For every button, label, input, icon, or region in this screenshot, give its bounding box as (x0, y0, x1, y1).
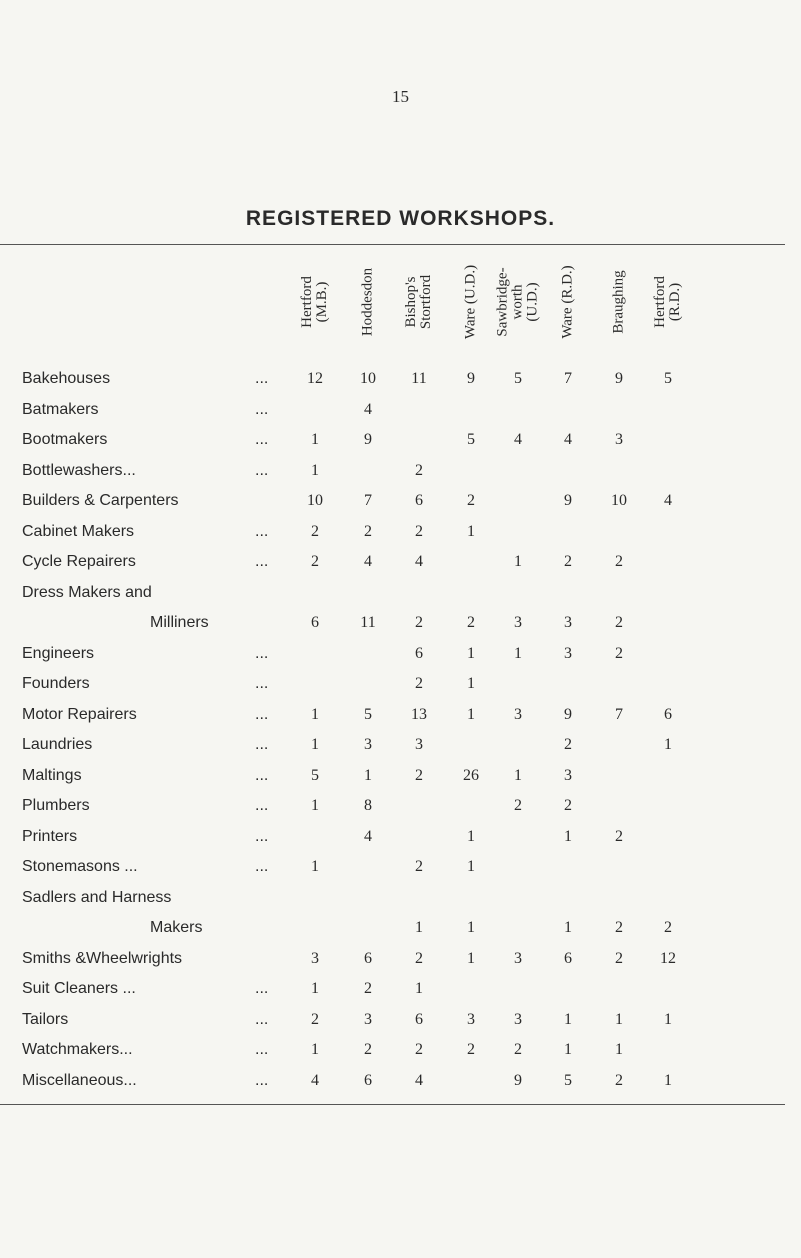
table-cell: 6 (415, 492, 423, 509)
table-cell: 1 (564, 1041, 572, 1058)
table-cell: 6 (364, 949, 372, 967)
table-cell: 1 (664, 736, 672, 753)
table-cell: 2 (364, 522, 372, 540)
table-cell: 26 (463, 766, 479, 784)
row-leader-dots: ... (255, 400, 269, 418)
row-leader-dots: ... (255, 1010, 269, 1028)
column-header-ware-ud (456, 248, 486, 356)
table-cell: 2 (364, 1041, 372, 1058)
table-cell: 5 (664, 370, 672, 387)
row-leader-dots: ... (255, 980, 269, 997)
table-cell: 9 (564, 705, 572, 723)
column-header-bishops-stortford (404, 248, 434, 356)
row-leader-dots: ... (255, 705, 269, 723)
table-cell: 2 (615, 553, 623, 570)
row-label: Stonemasons ... (22, 858, 138, 875)
table-cell: 10 (307, 492, 323, 509)
table-cell: 4 (514, 431, 522, 448)
table-cell: 10 (611, 492, 627, 509)
row-label: Plumbers (22, 797, 90, 814)
row-label: Engineers (22, 644, 95, 662)
row-label: Bootmakers (22, 431, 108, 448)
table-cell: 11 (360, 614, 376, 631)
table-cell: 3 (564, 614, 572, 631)
table-cell: 2 (615, 644, 623, 662)
table-cell: 9 (467, 370, 475, 387)
page-number: 15 (392, 87, 409, 106)
column-header-label: Hoddesdon (359, 267, 376, 337)
table-cell: 3 (364, 1010, 372, 1028)
table-cell: 13 (411, 705, 427, 723)
table-cell: 1 (467, 949, 475, 967)
table-cell: 3 (564, 644, 572, 662)
column-header-label: Ware (R.D.) (559, 265, 576, 339)
row-label: Makers (150, 919, 203, 936)
table-cell: 2 (564, 797, 572, 814)
table-cell: 1 (514, 766, 522, 784)
table-cell: 2 (615, 1071, 623, 1089)
table-cell: 3 (615, 431, 623, 448)
row-label: Bottlewashers... (22, 461, 136, 479)
column-header-ware-rd (553, 248, 583, 356)
table-cell: 2 (415, 614, 423, 631)
table-cell: 1 (664, 1010, 672, 1028)
table-cell: 2 (615, 919, 623, 936)
table-cell: 2 (564, 553, 572, 570)
table-cell: 12 (660, 949, 676, 967)
row-leader-dots: ... (255, 736, 269, 753)
row-label: Maltings (22, 766, 82, 784)
table-cell: 1 (514, 553, 522, 570)
table-cell: 9 (564, 492, 572, 509)
row-label: Bakehouses (22, 370, 111, 387)
table-cell: 6 (311, 614, 319, 631)
table-cell: 1 (311, 461, 319, 479)
table-cell: 3 (467, 1010, 475, 1028)
table-cell: 8 (364, 797, 372, 814)
column-header-label: Hertford (M.B.) (299, 276, 330, 328)
table-cell: 1 (467, 919, 475, 936)
table-cell: 1 (467, 858, 475, 875)
table-cell: 1 (311, 705, 319, 723)
table-cell: 1 (467, 705, 475, 723)
column-header-sawbridgeworth-ud (494, 248, 541, 356)
row-label: Builders & Carpenters (22, 492, 179, 509)
row-label: Founders (22, 675, 90, 692)
table-cell: 6 (415, 644, 423, 662)
column-header-hertford-mb (300, 248, 330, 356)
row-label: Dress Makers and (22, 583, 152, 601)
table-cell: 1 (415, 919, 423, 936)
row-label: Sadlers and Harness (22, 888, 172, 906)
row-leader-dots: ... (255, 644, 269, 662)
table-cell: 1 (467, 827, 475, 845)
column-header-hertford-rd (653, 248, 683, 356)
row-label: Miscellaneous... (22, 1071, 137, 1089)
column-header-label: Hertford (R.D.) (652, 276, 683, 328)
row-label: Motor Repairers (22, 705, 137, 723)
table-cell: 4 (664, 492, 672, 509)
table-cell: 2 (467, 492, 475, 509)
row-leader-dots: ... (255, 858, 269, 875)
table-cell: 11 (411, 370, 427, 387)
row-leader-dots: ... (255, 1071, 269, 1089)
table-cell: 9 (615, 370, 623, 387)
table-cell: 6 (564, 949, 572, 967)
table-cell: 5 (467, 431, 475, 448)
table-cell: 2 (564, 736, 572, 753)
table-cell: 5 (564, 1071, 572, 1089)
table-cell: 2 (467, 614, 475, 631)
top-rule (0, 244, 785, 245)
table-cell: 2 (615, 614, 623, 631)
table-cell: 1 (664, 1071, 672, 1089)
table-cell: 3 (415, 736, 423, 753)
row-leader-dots: ... (255, 431, 269, 448)
row-label: Smiths &Wheelwrights (22, 949, 183, 967)
table-cell: 4 (364, 827, 372, 845)
row-label: Cabinet Makers (22, 522, 135, 540)
table-cell: 1 (564, 919, 572, 936)
table-cell: 3 (514, 1010, 522, 1028)
row-leader-dots: ... (255, 461, 269, 479)
row-leader-dots: ... (255, 827, 269, 845)
table-cell: 9 (364, 431, 372, 448)
column-header-label: Sawbridge- worth (U.D.) (494, 267, 541, 337)
table-cell: 2 (514, 1041, 522, 1058)
table-cell: 4 (364, 400, 372, 418)
row-label: Milliners (150, 614, 209, 631)
table-cell: 1 (311, 1041, 319, 1058)
row-leader-dots: ... (255, 553, 269, 570)
column-header-label: Braughing (610, 270, 627, 334)
row-label: Tailors (22, 1010, 69, 1028)
table-cell: 2 (514, 797, 522, 814)
table-cell: 1 (311, 431, 319, 448)
table-cell: 1 (364, 766, 372, 784)
table-cell: 4 (311, 1071, 319, 1089)
table-cell: 1 (311, 980, 319, 997)
column-header-label: Ware (U.D.) (462, 264, 479, 340)
table-cell: 2 (415, 1041, 423, 1058)
table-cell: 6 (415, 1010, 423, 1028)
table-cell: 4 (564, 431, 572, 448)
row-label: Printers (22, 827, 78, 845)
table-cell: 4 (364, 553, 372, 570)
table-cell: 2 (615, 949, 623, 967)
table-cell: 2 (415, 949, 423, 967)
table-cell: 5 (364, 705, 372, 723)
table-cell: 1 (564, 827, 572, 845)
table-cell: 2 (311, 1010, 319, 1028)
table-cell: 3 (364, 736, 372, 753)
table-cell: 2 (467, 1041, 475, 1058)
row-leader-dots: ... (255, 675, 269, 692)
table-cell: 3 (311, 949, 319, 967)
table-cell: 6 (364, 1071, 372, 1089)
row-leader-dots: ... (255, 1041, 269, 1058)
row-label: Suit Cleaners ... (22, 980, 136, 997)
table-cell: 1 (311, 858, 319, 875)
table-cell: 12 (307, 370, 323, 387)
table-cell: 1 (615, 1010, 623, 1028)
table-cell: 5 (311, 766, 319, 784)
table-cell: 1 (467, 522, 475, 540)
table-cell: 2 (415, 675, 423, 692)
row-label: Cycle Repairers (22, 553, 136, 570)
table-cell: 4 (415, 1071, 423, 1089)
table-cell: 1 (467, 644, 475, 662)
table-cell: 5 (514, 370, 522, 387)
table-cell: 2 (415, 522, 423, 540)
row-label: Laundries (22, 736, 93, 753)
table-cell: 1 (615, 1041, 623, 1058)
column-header-hoddesdon (353, 248, 383, 356)
table-cell: 4 (415, 553, 423, 570)
table-cell: 1 (467, 675, 475, 692)
row-label: Batmakers (22, 400, 99, 418)
table-cell: 3 (514, 949, 522, 967)
table-cell: 6 (664, 705, 672, 723)
table-cell: 1 (311, 736, 319, 753)
bottom-rule (0, 1104, 785, 1105)
column-header-braughing (604, 248, 634, 356)
table-cell: 2 (364, 980, 372, 997)
row-label: Watchmakers... (22, 1041, 133, 1058)
table-cell: 2 (415, 858, 423, 875)
table-cell: 1 (564, 1010, 572, 1028)
table-cell: 2 (311, 522, 319, 540)
row-leader-dots: ... (255, 797, 269, 814)
table-cell: 10 (360, 370, 376, 387)
table-cell: 2 (311, 553, 319, 570)
page-title: REGISTERED WORKSHOPS. (245, 207, 556, 230)
table-cell: 2 (415, 766, 423, 784)
table-cell: 7 (615, 705, 623, 723)
table-cell: 3 (564, 766, 572, 784)
table-cell: 1 (415, 980, 423, 997)
table-cell: 9 (514, 1071, 522, 1089)
row-leader-dots: ... (255, 766, 269, 784)
table-cell: 3 (514, 614, 522, 631)
table-cell: 7 (564, 370, 572, 387)
table-cell: 7 (364, 492, 372, 509)
table-cell: 2 (664, 919, 672, 936)
row-leader-dots: ... (255, 522, 269, 540)
table-cell: 3 (514, 705, 522, 723)
row-leader-dots: ... (255, 370, 269, 387)
table-cell: 1 (514, 644, 522, 662)
column-header-label: Bishop's Stortford (403, 274, 434, 330)
table-cell: 1 (311, 797, 319, 814)
table-cell: 2 (615, 827, 623, 845)
table-cell: 2 (415, 461, 423, 479)
